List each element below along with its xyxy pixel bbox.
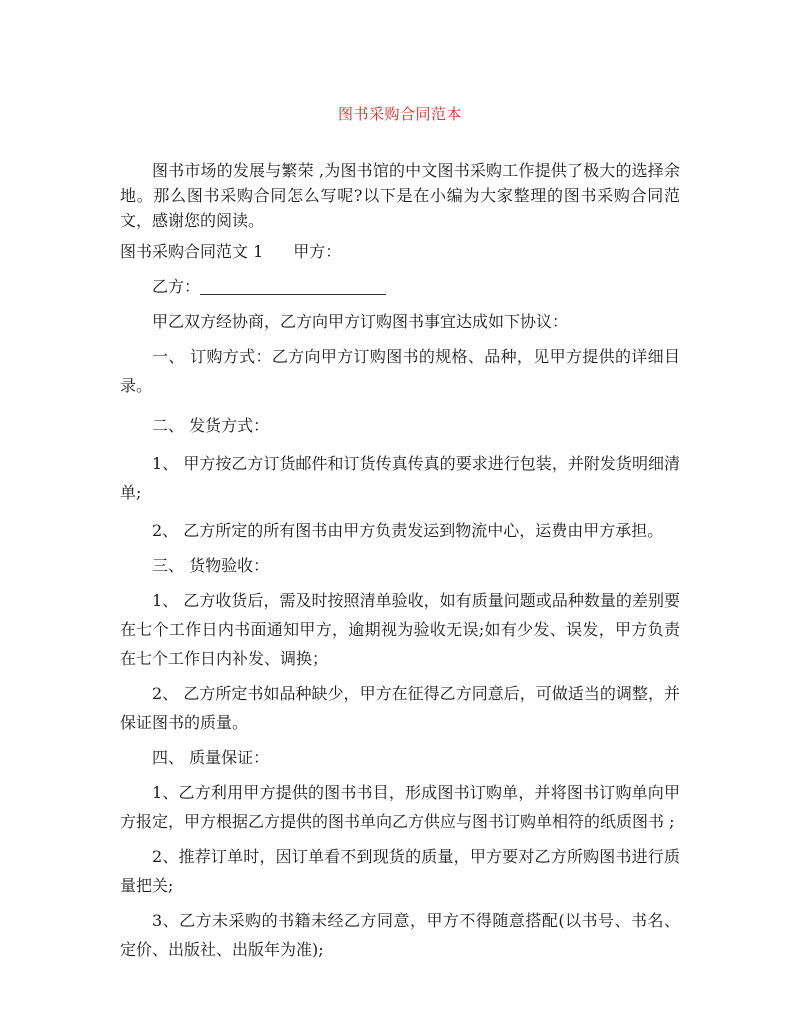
section-3-item-2: 2、 乙方所定书如品种缺少，甲方在征得乙方同意后，可做适当的调整，并保证图书的质量。 <box>120 684 680 732</box>
sample-heading: 图书采购合同范文 1 <box>120 242 264 261</box>
section-2-item-2: 2、 乙方所定的所有图书由甲方负责发运到物流中心，运费由甲方承担。 <box>152 521 664 540</box>
intro-paragraph: 图书市场的发展与繁荣 ,为图书馆的中文图书采购工作提供了极大的选择余地。那么图书采购合同怎么写呢?以下是在小编为大家整理的图书采购合同范文，感谢您的阅读。 <box>120 161 680 230</box>
section-3-heading: 三、 货物验收： <box>152 556 270 575</box>
document-title: 图书采购合同范本 <box>337 105 462 123</box>
section-2-item-1: 1、 甲方按乙方订货邮件和订货传真传真的要求进行包装，并附发货明细清单; <box>120 454 680 502</box>
party-a-label: 甲方： <box>293 242 342 261</box>
section-2-heading: 二、 发货方式： <box>152 416 270 435</box>
section-1-ordering: 一、 订购方式：乙方向甲方订购图书的规格、品种，见甲方提供的详细目录。 <box>120 347 680 395</box>
section-4-item-2: 2、推荐订单时，因订单看不到现货的质量，甲方要对乙方所购图书进行质量把关; <box>120 847 680 895</box>
party-b-label: 乙方： <box>152 277 201 296</box>
document-body <box>120 158 680 964</box>
sample-heading-line <box>120 237 680 266</box>
party-b-line <box>120 272 680 301</box>
section-3-item-1: 1、 乙方收货后，需及时按照清单验收，如有质量问题或品种数量的差别要在七个工作日内书面通知甲方，逾期视为验收无误;如有少发、误发，甲方负责在七个工作日内补发、调换； <box>120 591 680 668</box>
agreement-intro: 甲乙双方经协商，乙方向甲方订购图书事宜达成如下协议： <box>152 312 569 331</box>
party-b-blank <box>200 276 386 295</box>
section-4-item-1: 1、乙方利用甲方提供的图书书目，形成图书订购单，并将图书订购单向甲方报定，甲方根据乙方提供的图书单向乙方供应与图书订购单相符的纸质图书 ; <box>120 783 680 831</box>
section-4-heading: 四、 质量保证： <box>152 748 270 767</box>
section-4-item-3: 3、乙方未采购的书籍未经乙方同意，甲方不得随意搭配(以书号、书名、定价、出版社、出版年为准); <box>120 911 680 959</box>
